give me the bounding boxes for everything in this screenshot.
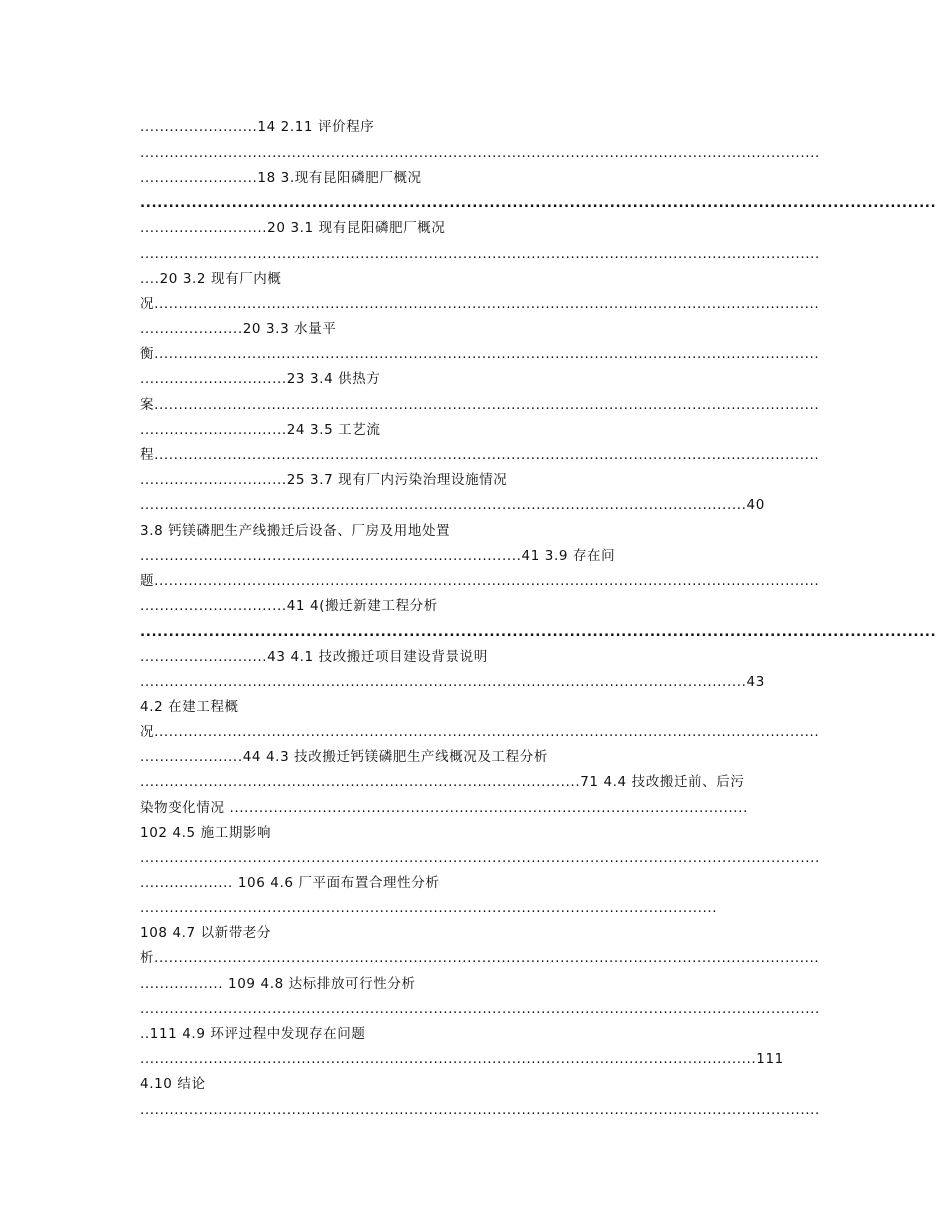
toc-line: 4.10 结论 xyxy=(140,1076,206,1092)
toc-line: ..............................................................................41 3.9 存在问 xyxy=(140,548,616,564)
toc-line: ..............................41 4(搬迁新建工程分析 xyxy=(140,598,438,614)
toc-line: ..........................43 4.1 技改搬迁项目建设背景说明 xyxy=(140,649,488,665)
toc-line: 况........................................................................................................................................ xyxy=(140,724,820,740)
toc-line: ..........................................................................................71 4.4 技改搬迁前、后污 xyxy=(140,774,745,790)
toc-line: ................... 106 4.6 厂平面布置合理性分析 xyxy=(140,875,440,891)
toc-line: ........................14 2.11 评价程序 xyxy=(140,119,375,135)
toc-leader: ........................................................................................................................................... xyxy=(140,1102,820,1118)
toc-line: 题........................................................................................................................................ xyxy=(140,573,820,589)
toc-line: ............................................................................................................................40 xyxy=(140,497,765,513)
toc-line: 程........................................................................................................................................ xyxy=(140,447,820,463)
toc-leader: ........................................................................................................................................... xyxy=(140,145,820,161)
toc-leader: ........................................................................................................................................... xyxy=(140,1001,820,1017)
toc-line: 染物变化情况 .......................................................................................................... xyxy=(140,800,748,816)
toc-line: 析........................................................................................................................................ xyxy=(140,950,820,966)
toc-line: 102 4.5 施工期影响 xyxy=(140,825,272,841)
toc-line: 4.2 在建工程概 xyxy=(140,699,239,715)
toc-line: ........................18 3.现有昆阳磷肥厂概况 xyxy=(140,170,422,186)
toc-line: ..............................24 3.5 工艺流 xyxy=(140,422,381,438)
toc-line: 况........................................................................................................................................ xyxy=(140,296,820,312)
toc-line: ..111 4.9 环评过程中发现存在问题 xyxy=(140,1026,366,1042)
toc-line: ..............................25 3.7 现有厂内污染治理设施情况 xyxy=(140,472,508,488)
toc-line: ..........................20 3.1 现有昆阳磷肥厂概况 xyxy=(140,220,446,236)
toc-line: ..............................23 3.4 供热方 xyxy=(140,371,381,387)
toc-line: 3.8 钙镁磷肥生产线搬迁后设备、厂房及用地处置 xyxy=(140,523,451,539)
toc-line: ............................................................................................................................43 xyxy=(140,674,765,690)
toc-line: ..............................................................................................................................111 xyxy=(140,1051,784,1067)
toc-line: .....................44 4.3 技改搬迁钙镁磷肥生产线概况及工程分析 xyxy=(140,749,548,765)
toc-line: .....................20 3.3 水量平 xyxy=(140,321,337,337)
toc-leader: ........................................................................................................................................... xyxy=(140,850,820,866)
toc-leader: ...................................................................................................................... xyxy=(140,900,718,916)
toc-line: 108 4.7 以新带老分 xyxy=(140,925,272,941)
toc-leader: ........................................................................................................................................... xyxy=(140,246,820,262)
toc-leader: ........................................................................................................................................... xyxy=(140,195,937,211)
toc-line: ................. 109 4.8 达标排放可行性分析 xyxy=(140,976,416,992)
toc-line: 衡........................................................................................................................................ xyxy=(140,346,820,362)
toc-line: 案........................................................................................................................................ xyxy=(140,397,820,413)
toc-leader: ........................................................................................................................................... xyxy=(140,624,937,640)
toc-line: ....20 3.2 现有厂内概 xyxy=(140,271,282,287)
